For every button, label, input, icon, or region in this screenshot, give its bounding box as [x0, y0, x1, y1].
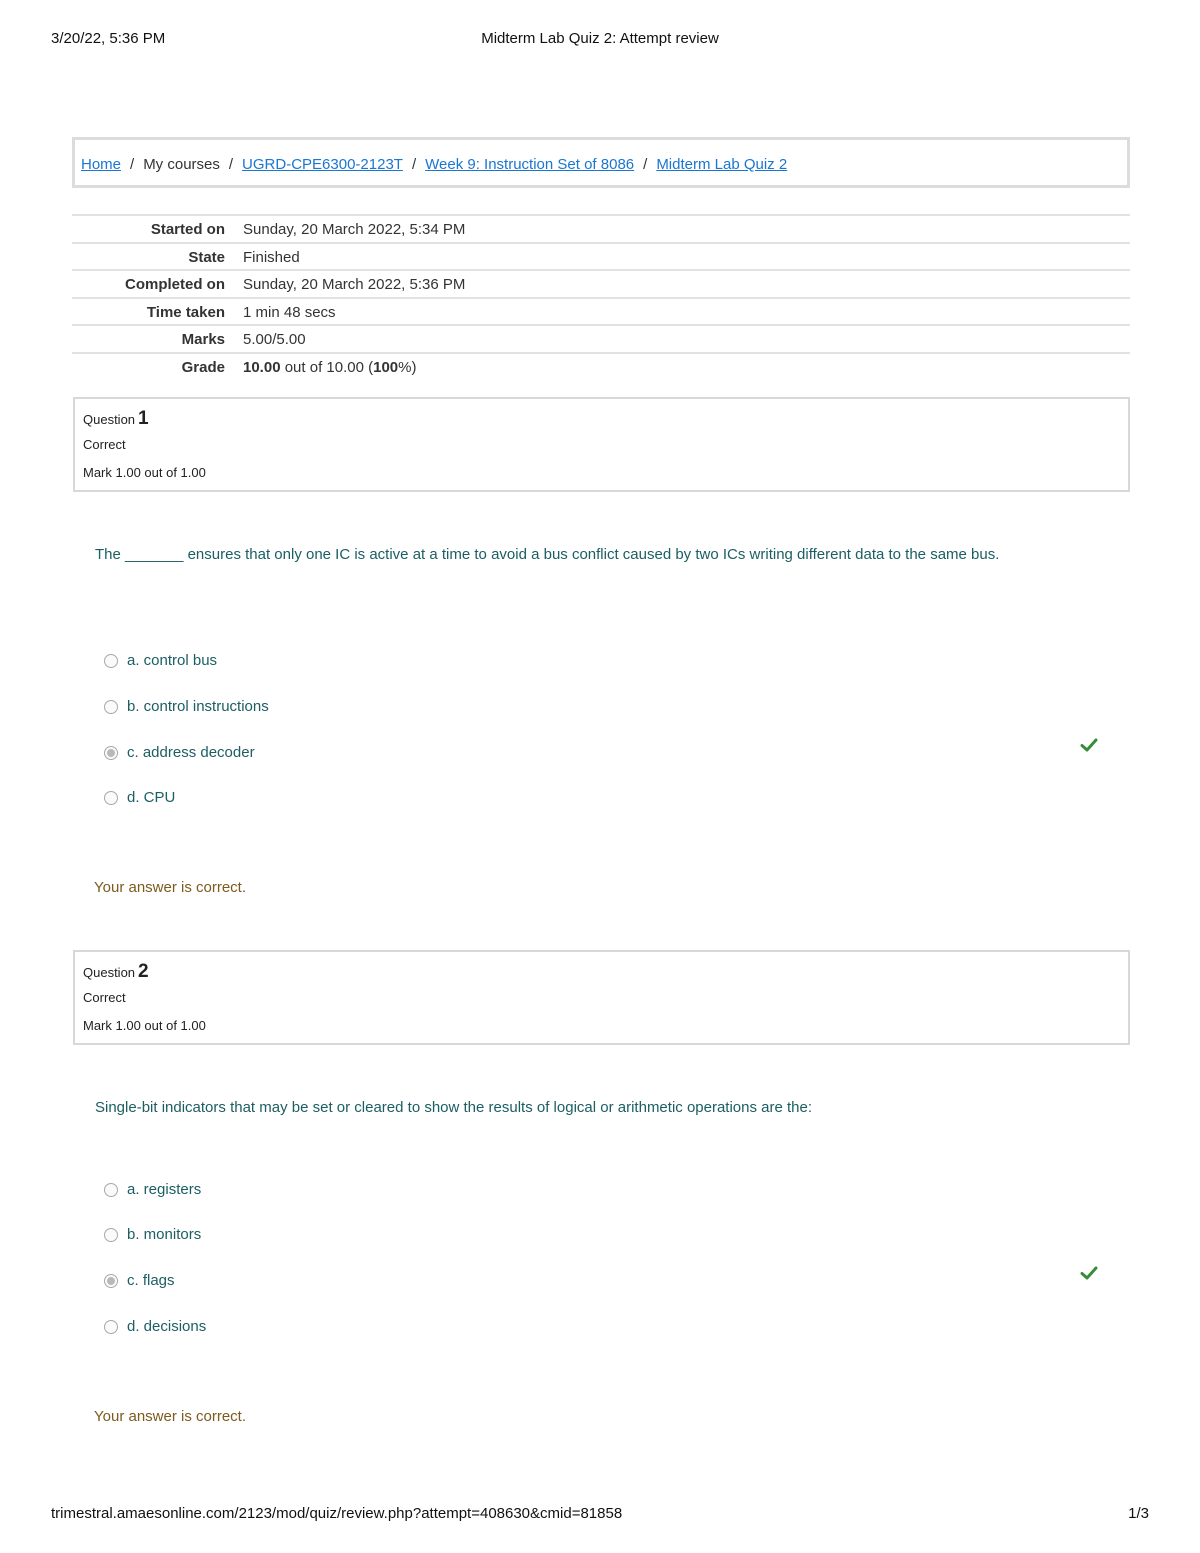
- state-label: State: [188, 248, 225, 266]
- print-title: Midterm Lab Quiz 2: Attempt review: [481, 30, 719, 47]
- radio-icon[interactable]: [104, 654, 118, 668]
- print-datetime: 3/20/22, 5:36 PM: [51, 30, 166, 47]
- question-label: Question: [83, 965, 136, 980]
- breadcrumb-course-link[interactable]: UGRD-CPE6300-2123T: [242, 156, 403, 173]
- grade-percent: 100: [373, 358, 399, 376]
- marks-value: 5.00/5.00: [243, 331, 306, 348]
- answer-option-label: b. control instructions: [127, 698, 269, 715]
- breadcrumb-separator: /: [411, 156, 417, 173]
- question-state: Correct: [83, 437, 126, 452]
- answer-option[interactable]: [104, 698, 1104, 720]
- started-on-label: Started on: [150, 221, 225, 238]
- answer-option[interactable]: [104, 652, 1104, 674]
- answer-feedback: Your answer is correct.: [94, 879, 247, 896]
- question-mark: Mark 1.00 out of 1.00: [83, 465, 206, 480]
- breadcrumb-week-link[interactable]: Week 9: Instruction Set of 8086: [425, 156, 635, 173]
- attempt-summary-table: [72, 214, 1130, 379]
- summary-row-grade: [72, 352, 1130, 380]
- print-header: [51, 30, 1149, 50]
- radio-icon[interactable]: [104, 746, 118, 760]
- breadcrumb-separator: /: [130, 156, 135, 173]
- question-mark: Mark 1.00 out of 1.00: [83, 1018, 206, 1033]
- answer-option-label: c. address decoder: [127, 744, 255, 761]
- radio-icon[interactable]: [104, 1274, 118, 1288]
- answer-feedback: Your answer is correct.: [94, 1408, 247, 1425]
- answer-option[interactable]: [104, 789, 1104, 811]
- print-footer: [51, 1505, 1149, 1525]
- grade-out-of: out of 10.00 (: [284, 358, 374, 376]
- summary-row-marks: [72, 324, 1130, 352]
- marks-label: Marks: [181, 331, 225, 348]
- question-state: Correct: [83, 990, 126, 1005]
- breadcrumb-home-link[interactable]: Home: [81, 156, 122, 173]
- answer-option-selected[interactable]: [104, 1272, 1104, 1294]
- answer-option[interactable]: [104, 1181, 1104, 1203]
- question-label: Question: [83, 412, 136, 427]
- started-on-value: Sunday, 20 March 2022, 5:34 PM: [243, 221, 466, 238]
- question-number-value: 2: [138, 961, 149, 982]
- breadcrumb-separator: /: [643, 156, 648, 173]
- time-taken-value: 1 min 48 secs: [243, 303, 336, 321]
- print-url: trimestral.amaesonline.com/2123/mod/quiz/review.php?attempt=408630&cmid=81858: [51, 1505, 623, 1522]
- grade-label: Grade: [181, 358, 225, 376]
- grade-value: [243, 359, 417, 376]
- breadcrumb-quiz-link[interactable]: Midterm Lab Quiz 2: [656, 156, 788, 173]
- completed-on-label: Completed on: [125, 276, 225, 293]
- breadcrumb-my-courses: My courses: [143, 156, 220, 173]
- question-number: [83, 408, 149, 430]
- question-number-value: 1: [138, 408, 149, 429]
- state-value: Finished: [243, 248, 300, 266]
- answer-option-label: d. decisions: [127, 1318, 207, 1335]
- breadcrumb: [81, 156, 787, 173]
- breadcrumb-separator: /: [228, 156, 234, 173]
- answer-option-label: d. CPU: [127, 789, 176, 806]
- time-taken-label: Time taken: [146, 303, 225, 321]
- breadcrumb-container: [72, 137, 1130, 188]
- summary-row-completed: [72, 269, 1130, 297]
- radio-icon[interactable]: [104, 1228, 118, 1242]
- grade-score: 10.00: [243, 358, 281, 376]
- question-number: [83, 961, 149, 983]
- answer-option-label: b. monitors: [127, 1226, 202, 1243]
- answer-option-selected[interactable]: [104, 744, 1104, 766]
- answer-option[interactable]: [104, 1318, 1104, 1340]
- summary-row-started: [72, 214, 1130, 242]
- check-icon: [1080, 736, 1098, 754]
- radio-icon[interactable]: [104, 791, 118, 805]
- radio-icon[interactable]: [104, 1183, 118, 1197]
- completed-on-value: Sunday, 20 March 2022, 5:36 PM: [243, 276, 466, 293]
- question-text: The _______ ensures that only one IC is active at a time to avoid a bus conflict caused by two ICs writing different data to the same bus.: [95, 546, 1000, 563]
- summary-row-state: [72, 242, 1130, 270]
- answer-option-label: a. control bus: [127, 652, 218, 669]
- summary-row-time: [72, 297, 1130, 325]
- answer-option[interactable]: [104, 1226, 1104, 1248]
- grade-tail: %): [398, 358, 417, 376]
- radio-icon[interactable]: [104, 700, 118, 714]
- check-icon: [1080, 1264, 1098, 1282]
- print-page-number: 1/3: [1128, 1505, 1149, 1522]
- answer-option-label: c. flags: [127, 1272, 175, 1289]
- radio-icon[interactable]: [104, 1320, 118, 1334]
- question-info-box: [73, 950, 1130, 1045]
- answer-option-label: a. registers: [127, 1181, 202, 1198]
- question-text: Single-bit indicators that may be set or cleared to show the results of logical or arithmetic operations are the:: [95, 1099, 813, 1116]
- question-info-box: [73, 397, 1130, 492]
